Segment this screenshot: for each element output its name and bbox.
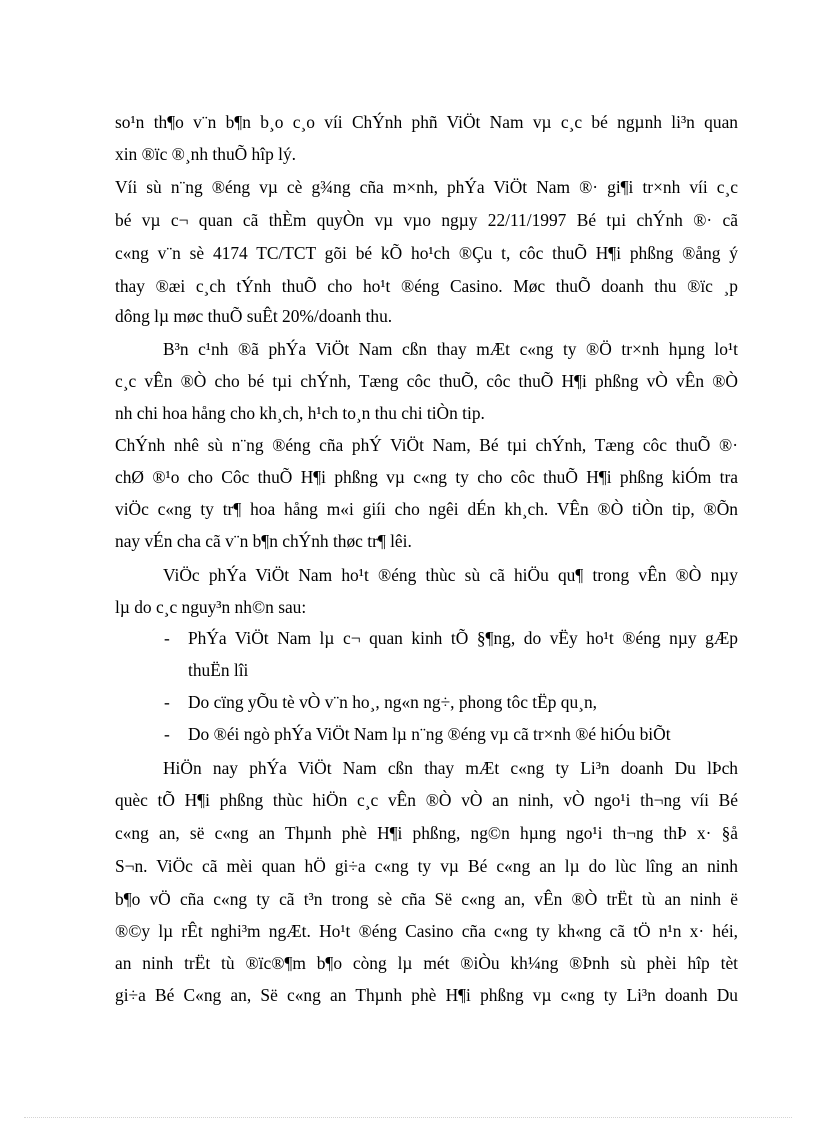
paragraph-line: c«ng v¨n sè 4174 TC/TCT gõi bé kÕ ho¹ch ®Çu t, côc thuÕ H¶i phßng ®ång ý <box>115 243 738 263</box>
bullet-marker: - <box>164 628 170 648</box>
page-bottom-border <box>24 1117 792 1118</box>
paragraph-line: gi÷a Bé C«ng an, Së c«ng an Thµnh phè H¶i phßng vµ c«ng ty Li³n doanh Du <box>115 985 738 1005</box>
paragraph-line: lµ do c¸c nguy³n nh©n sau: <box>115 597 307 617</box>
paragraph-line: B³n c¹nh ®ã phÝa ViÖt Nam cßn thay mÆt c«ng ty ®Ö tr×nh hµng lo¹t <box>163 339 738 359</box>
paragraph-line: quèc tÕ H¶i phßng thùc hiÖn c¸c vÊn ®Ò vÒ an ninh, vÒ ngo¹i th¬ng víi Bé <box>115 790 738 810</box>
bullet-item: Do cïng yÕu tè vÒ v¨n ho¸, ng«n ng÷, phong tôc tËp qu¸n, <box>188 692 597 712</box>
paragraph-line: ViÖc phÝa ViÖt Nam ho¹t ®éng thùc sù cã hiÖu qu¶ trong vÊn ®Ò nµy <box>163 565 738 585</box>
bullet-marker: - <box>164 692 170 712</box>
paragraph-line: chØ ®¹o cho Côc thuÕ H¶i phßng vµ c«ng ty cho côc thuÕ H¶i phßng kiÓm tra <box>115 467 738 487</box>
paragraph-line: S¬n. ViÖc cã mèi quan hÖ gi÷a c«ng ty vµ Bé c«ng an lµ do lùc lîng an ninh <box>115 856 738 876</box>
paragraph-line: ®©y lµ rÊt nghi³m ngÆt. Ho¹t ®éng Casino cña c«ng ty kh«ng cã tÖ n¹n x· héi, <box>115 921 738 941</box>
paragraph-line: thay ®æi c¸ch tÝnh thuÕ cho ho¹t ®éng Casino. Møc thuÕ doanh thu ®ïc ¸p <box>115 276 738 296</box>
paragraph-line: HiÖn nay phÝa ViÖt Nam cßn thay mÆt c«ng ty Li³n doanh Du lÞch <box>163 758 738 778</box>
paragraph-line: nay vÉn cha cã v¨n b¶n chÝnh thøc tr¶ lêi. <box>115 531 412 551</box>
bullet-marker: - <box>164 724 170 744</box>
paragraph-line: an ninh trËt tù ®ïc®¶m b¶o còng lµ mét ®iÒu kh¼ng ®Þnh sù phèi hîp tèt <box>115 953 738 973</box>
paragraph-line: ChÝnh nhê sù n¨ng ®éng cña phÝ ViÖt Nam, Bé tµi chÝnh, Tæng côc thuÕ ®· <box>115 435 738 455</box>
bullet-item: Do ®éi ngò phÝa ViÖt Nam lµ n¨ng ®éng vµ cã tr×nh ®é hiÓu biÕt <box>188 724 671 744</box>
bullet-item-continuation: thuËn lîi <box>188 660 249 680</box>
paragraph-line: b¶o vÖ cña c«ng ty cã t³n trong sè cña Së c«ng an, vÊn ®Ò trËt tù an ninh ë <box>115 889 738 909</box>
paragraph-line: nh chi hoa hång cho kh¸ch, h¹ch to¸n thu chi tiÒn tip. <box>115 403 485 423</box>
paragraph-line: Víi sù n¨ng ®éng vµ cè g¾ng cña m×nh, phÝa ViÖt Nam ®· gi¶i tr×nh víi c¸c <box>115 177 738 197</box>
paragraph-line: xin ®ïc ®¸nh thuÕ hîp lý. <box>115 144 296 164</box>
paragraph-line: so¹n th¶o v¨n b¶n b¸o c¸o víi ChÝnh phñ ViÖt Nam vµ c¸c bé ngµnh li³n quan <box>115 112 738 132</box>
paragraph-line: bé vµ c¬ quan cã thÈm quyÒn vµ vµo ngµy 22/11/1997 Bé tµi chÝnh ®· cã <box>115 210 738 230</box>
paragraph-line: dông lµ møc thuÕ suÊt 20%/doanh thu. <box>115 306 393 326</box>
paragraph-line: viÖc c«ng ty tr¶ hoa hång m«i giíi cho ngêi dÉn kh¸ch. VÊn ®Ò tiÒn tip, ®Õn <box>115 499 738 519</box>
paragraph-line: c¸c vÊn ®Ò cho bé tµi chÝnh, Tæng côc thuÕ, côc thuÕ H¶i phßng vÒ vÊn ®Ò <box>115 371 738 391</box>
bullet-item: PhÝa ViÖt Nam lµ c¬ quan kinh tÕ §¶ng, do vËy ho¹t ®éng nµy gÆp <box>188 628 738 648</box>
paragraph-line: c«ng an, së c«ng an Thµnh phè H¶i phßng, ng©n hµng ngo¹i th¬ng thÞ x· §å <box>115 823 738 843</box>
